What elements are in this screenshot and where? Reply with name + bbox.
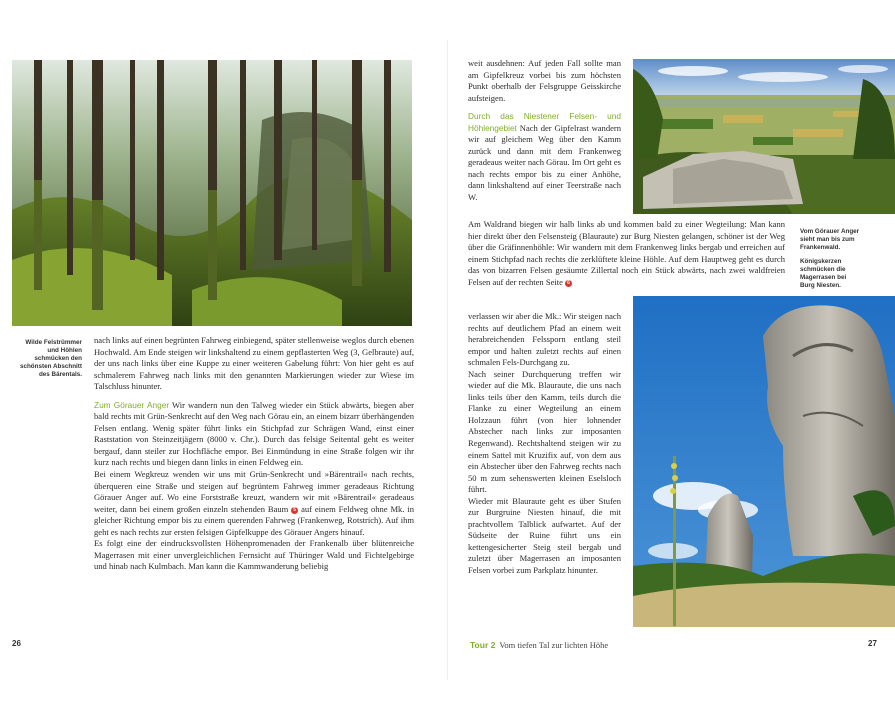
left-column-text xyxy=(94,335,414,573)
paragraph: Durch das Niestener Felsen- und Höhlengebiet Nach der Gipfelrast wandern wir auf gleichem Weg über den Kamm zurück und dann mit dem Frankenweg geradeaus weiter nach Görau. Im Ort geht es nach rechts empor bis zu einer Anhöhe, dann linkshaltend auf einer Teerstraße nach W. xyxy=(468,111,621,203)
paragraph: weit ausdehnen: Auf jeden Fall sollte man am Gipfelkreuz vorbei bis zum höchsten Punkt oberhalb der Felsgruppe Geisskirche aufsteigen. xyxy=(468,58,621,103)
paragraph: Wieder mit Blauraute geht es über Stufen zur Burgruine Niesten hinauf, die mit prachtvollem Talblick aufwartet. Auf der Südseite der Ruine führt uns ein kettengesicherter Steig steil bergab und zuletzt über Magerrasen an imposanten Felsen vorbei zum Parkplatz hinunter. xyxy=(468,495,621,576)
paragraph: verlassen wir aber die Mk.: Wir steigen nach rechts auf deutlichem Pfad an einem weit herabreichenden Felssporn entlang steil empor und halten zuletzt rechts auf einen schmalen Fels-Durchgang zu. xyxy=(468,311,621,368)
left-page xyxy=(0,0,447,716)
paragraph: Am Waldrand biegen wir halb links ab und kommen bald zu einer Wegteilung: Man kann hier direkt über den Felsensteig (Blauraute) zur Burg Niesten gelangen, schöner ist der Weg über die Gräfinnenhöhle: Wir wandern mit dem Frankenweg links bergab und erreichen auf einem Stichpfad nach rechts die zerklüftete kleine Höhle. Auf dem Hauptweg geht es durch das von bizarren Felsen gesäumte Zillertal noch ein Stück abwärts, nach zwei waldfreien Felsen auf der rechten Seite 6 xyxy=(468,219,785,287)
wide-paragraph xyxy=(468,219,785,288)
photo-caption: Wilde Felstrümmer und Höhlen schmücken den schönsten Abschnitt des Bärentals. xyxy=(19,339,82,378)
landscape-photo xyxy=(633,59,895,214)
waypoint-marker-5: 5 xyxy=(291,507,298,514)
photo-caption: Vom Görauer Anger sieht man bis zum Frankenwald. xyxy=(800,228,860,251)
section-heading-goerauer-anger: Zum Görauer Anger xyxy=(94,399,170,410)
paragraph: Nach seiner Durchquerung treffen wir wieder auf die Mk. Blauraute, die uns nach links teils über den Kamm, teils durch die Flanke zu einer Wegteilung an einem Holzzaun führt (von hier lohnender Abstecher nach links zur imposanten Regenwand). Rechtshaltend steigen wir zu einem Sattel mit Kruzifix auf, von dem aus ein Abstecher über den Fahrweg rechts nach 50 m zum sehenswerten kleinen Eselsloch führt. xyxy=(468,368,621,495)
paragraph: nach links auf einen begrünten Fahrweg einbiegend, später stellenweise weglos durch ebenen Hochwald. Am Ende steigen wir linkshaltend zu einem gepflasterten Weg (3, Gelbraute) auf, der uns nach links über eine Kuppe zu einer weiteren Gabelung führt: Von hier geht es auf schmalerem Fahrweg nach links mit den genannten Markierungen wieder zur Wiese im Talschluss hinunter. xyxy=(94,335,414,392)
page-number-right: 27 xyxy=(868,639,877,648)
running-tour-label: Tour 2 xyxy=(470,640,496,650)
rock-formation-photo xyxy=(633,296,895,627)
waypoint-marker-6: 6 xyxy=(565,280,572,287)
right-page xyxy=(448,0,895,716)
section-heading-niestener: Durch das Niestener Felsen- und Höhlengebiet xyxy=(468,111,621,133)
photo-caption: Königskerzen schmücken die Magerrasen bei Burg Niesten. xyxy=(800,258,847,289)
paragraph: Zum Görauer Anger Wir wandern nun den Talweg wieder ein Stück abwärts, biegen aber bald rechts mit Grün-Senkrecht auf den Weg nach Görau ein, an einem bizarr überhängenden Felsen entlang. Wenig später führt links ein Stichpfad zur Schrägen Wand, einst einer Raststation von Steinzeitjägern (8000 v. Chr.). Durch das felsige Seitental geht es weiter bergauf, dann steiler zur Hochfläche empor. Bei Einmündung in eine Straße folgen wir ihr kurz nach rechts und biegen dann links in einen Feldweg ein. xyxy=(94,399,414,468)
right-column-bottom xyxy=(468,311,621,577)
running-title: Vom tiefen Tal zur lichten Höhe xyxy=(499,640,609,650)
right-column-top xyxy=(468,58,621,204)
paragraph: Es folgt eine der eindrucksvollsten Höhenpromenaden der Frankenalb über blütenreiche Magerrasen mit einer unvergleichlichen Fernsicht auf Thüringer Wald und Fichtelgebirge und hinab nach Kulmbach. Man kann die Kammwanderung beliebig xyxy=(94,538,414,572)
page-number-left: 26 xyxy=(12,639,21,648)
forest-photo xyxy=(12,60,412,326)
running-footer xyxy=(470,640,608,650)
paragraph: Bei einem Wegkreuz wenden wir uns mit Grün-Senkrecht und »Bärentrail« nach rechts, überqueren eine Straße und steigen auf begrüntem Fahrweg immer geradeaus Richtung Görauer Anger auf. Wo eine Forststraße kreuzt, wandern wir mit »Bärentrail« geradeaus weiter, dann bei einem großen einzeln stehenden Baum 5 auf einem Feldweg ohne Mk. in gleicher Richtung empor bis zu einem querenden Fahrweg (Frankenweg, Rotstrich). Auf ihm geht es nach rechts zur ersten felsigen Gipfelkuppe des Görauer Angers hinauf. xyxy=(94,469,415,537)
